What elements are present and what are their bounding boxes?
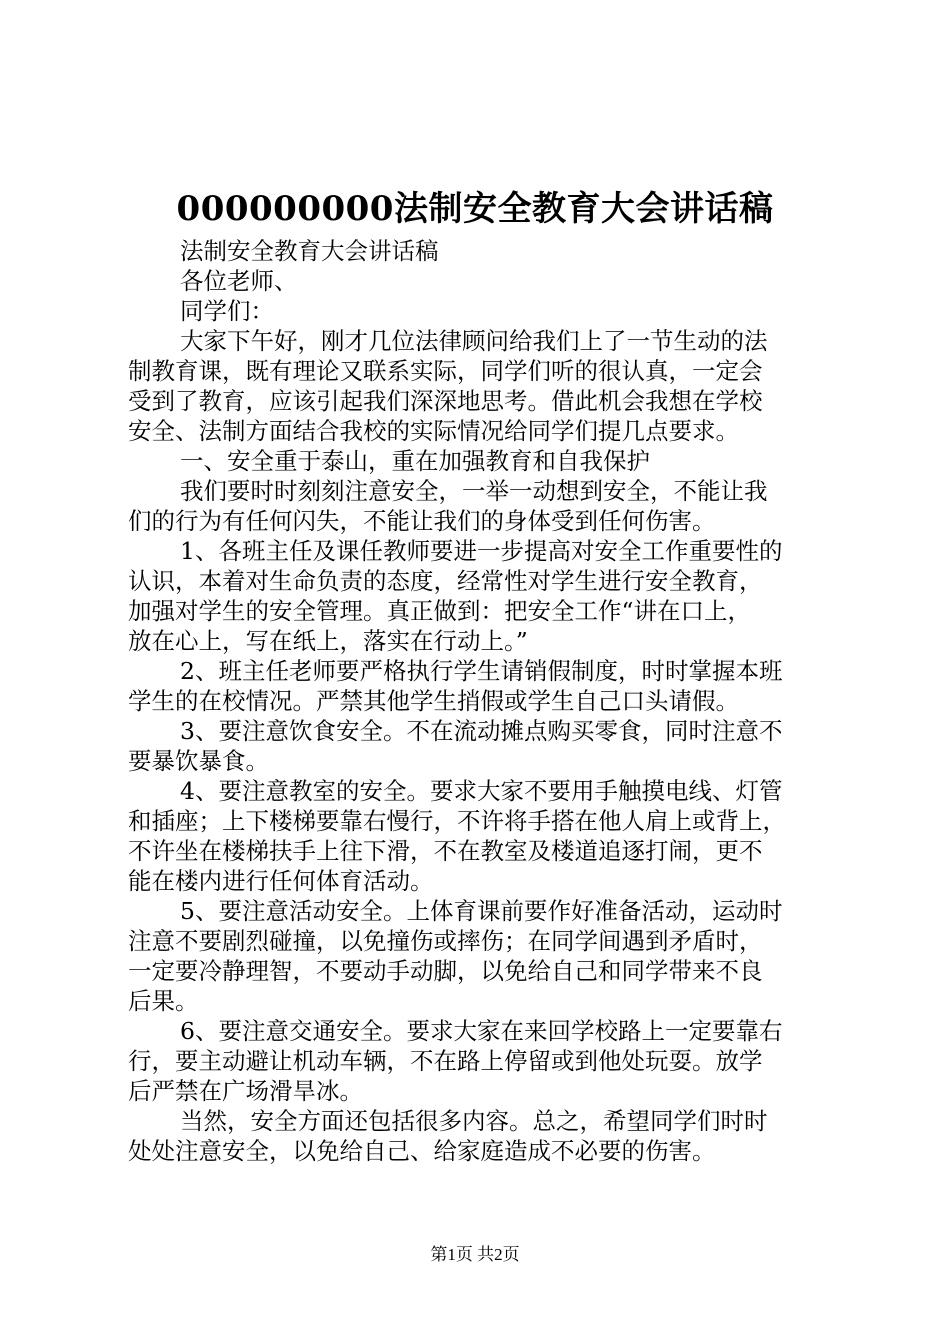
body-line: 2、班主任老师要严格执行学生请销假制度，时时掌握本班 (180, 657, 783, 685)
body-line: 注意不要剧烈碰撞，以免撞伤或摔伤；在同学间遇到矛盾时， (128, 927, 763, 955)
body-line: 制教育课，既有理论又联系实际，同学们听的很认真，一定会 (128, 357, 763, 385)
body-line: 们的行为有任何闪失，不能让我们的身体受到任何伤害。 (128, 507, 716, 535)
body-line: 后严禁在广场滑旱冰。 (128, 1077, 363, 1105)
body-line: 一定要冷静理智，不要动手动脚，以免给自己和同学带来不良 (128, 957, 763, 985)
body-line: 同学们： (180, 297, 274, 325)
body-line: 3、要注意饮食安全。不在流动摊点购买零食，同时注意不 (180, 717, 783, 745)
body-line: 当然，安全方面还包括很多内容。总之，希望同学们时时 (180, 1107, 768, 1135)
body-line: 要暴饮暴食。 (128, 747, 269, 775)
body-line: 学生的在校情况。严禁其他学生捎假或学生自己口头请假。 (128, 687, 739, 715)
page-number-footer: 第1页 共2页 (430, 1245, 520, 1264)
body-line: 后果。 (128, 987, 199, 1015)
body-line: 6、要注意交通安全。要求大家在来回学校路上一定要靠右 (180, 1017, 783, 1045)
body-line: 加强对学生的安全管理。真正做到：把安全工作“讲在口上， (128, 597, 752, 625)
body-line: 1、各班主任及课任教师要进一步提高对安全工作重要性的 (180, 537, 783, 565)
body-line: 4、要注意教室的安全。要求大家不要用手触摸电线、灯管 (180, 777, 783, 805)
body-line: 法制安全教育大会讲话稿 (180, 237, 439, 265)
body-line: 不许坐在楼梯扶手上往下滑，不在教室及楼道追逐打闹，更不 (128, 837, 763, 865)
body-line: 安全、法制方面结合我校的实际情况给同学们提几点要求。 (128, 417, 739, 445)
body-line: 各位老师、 (180, 267, 298, 295)
body-line: 认识，本着对生命负责的态度，经常性对学生进行安全教育， (128, 567, 763, 595)
document-title: 000000000法制安全教育大会讲话稿 (176, 189, 774, 229)
body-line: 5、要注意活动安全。上体育课前要作好准备活动，运动时 (180, 897, 783, 925)
body-line: 处处注意安全，以免给自己、给家庭造成不必要的伤害。 (128, 1137, 716, 1165)
body-line: 和插座；上下楼梯要靠右慢行，不许将手搭在他人肩上或背上， (128, 807, 786, 835)
body-line: 放在心上，写在纸上，落实在行动上。” (128, 627, 528, 655)
body-line: 受到了教育，应该引起我们深深地思考。借此机会我想在学校 (128, 387, 763, 415)
body-line: 大家下午好，刚才几位法律顾问给我们上了一节生动的法 (180, 327, 768, 355)
body-line: 能在楼内进行任何体育活动。 (128, 867, 434, 895)
document-body (128, 236, 828, 1166)
body-line: 行，要主动避让机动车辆，不在路上停留或到他处玩耍。放学 (128, 1047, 763, 1075)
body-line: 我们要时时刻刻注意安全，一举一动想到安全，不能让我 (180, 477, 768, 505)
body-line: 一、安全重于泰山，重在加强教育和自我保护 (180, 447, 650, 475)
